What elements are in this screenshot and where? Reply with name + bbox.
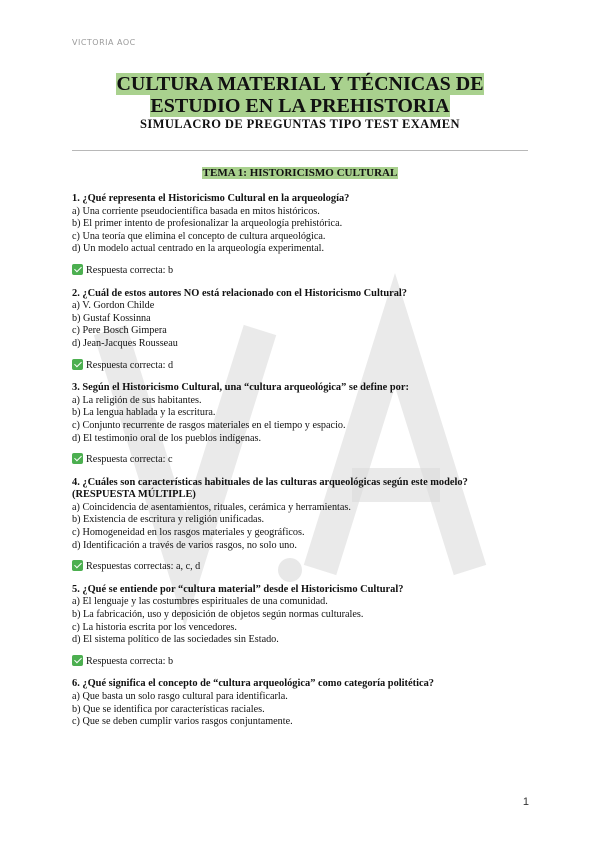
option: d) El testimonio oral de los pueblos indígenas. — [72, 432, 262, 444]
question-title: 5. ¿Qué se entiende por “cultura material” desde el Historicismo Cultural? — [72, 583, 404, 595]
question-title: 4. ¿Cuáles son características habituales de las culturas arqueológicas según este modelo? (RESPUESTA MÚLTIPLE) — [72, 476, 468, 501]
option: d) Jean-Jacques Rousseau — [72, 337, 178, 349]
check-mark-icon — [72, 453, 83, 464]
option: b) El primer intento de profesionalizar la arqueología prehistórica. — [72, 218, 343, 230]
option: d) El sistema político de las sociedades sin Estado. — [72, 634, 279, 646]
question-title: 3. Según el Historicismo Cultural, una “cultura arqueológica” se define por: — [72, 382, 409, 394]
document-subtitle: SIMULACRO DE PREGUNTAS TIPO TEST EXAMEN — [140, 117, 460, 131]
document-title-text: CULTURA MATERIAL Y TÉCNICAS DE ESTUDIO EN LA PREHISTORIA — [116, 73, 484, 117]
question-list — [72, 193, 532, 739]
answer — [72, 560, 532, 574]
option: a) Coincidencia de asentamientos, rituales, cerámica y herramientas. — [72, 501, 351, 513]
check-mark-icon — [72, 560, 83, 571]
answer — [72, 359, 532, 373]
option: b) Gustaf Kossinna — [72, 312, 151, 324]
answer-text: Respuestas correctas: a, c, d — [86, 561, 201, 573]
answer-text: Respuesta correcta: d — [86, 359, 174, 371]
page-number: 1 — [522, 796, 529, 808]
option: a) Una corriente pseudocientífica basada en mitos históricos. — [72, 205, 320, 217]
option: b) Que se identifica por características raciales. — [72, 703, 265, 715]
question-title: 6. ¿Qué significa el concepto de “cultura arqueológica” como categoría politética? — [72, 678, 434, 690]
question-1 — [72, 193, 532, 278]
option: b) La lengua hablada y la escritura. — [72, 407, 216, 419]
option: c) Que se deben cumplir varios rasgos conjuntamente. — [72, 716, 293, 728]
check-mark-icon — [72, 655, 83, 666]
option: d) Un modelo actual centrado en la arqueología experimental. — [72, 243, 325, 255]
option: c) Conjunto recurrente de rasgos materiales en el tiempo y espacio. — [72, 419, 346, 431]
option: a) V. Gordon Childe — [72, 300, 155, 312]
answer-text: Respuesta correcta: b — [86, 655, 174, 667]
watermark-label: VICTORIA AOC — [72, 38, 136, 47]
check-mark-icon — [72, 264, 83, 275]
question-6 — [72, 678, 532, 728]
question-4 — [72, 477, 532, 574]
option: c) Homogeneidad en los rasgos materiales y geográficos. — [72, 527, 305, 539]
question-title: 1. ¿Qué representa el Historicismo Cultural en la arqueología? — [72, 193, 350, 204]
option: c) Pere Bosch Gimpera — [72, 325, 167, 337]
option: a) La religión de sus habitantes. — [72, 394, 202, 406]
answer — [72, 655, 532, 669]
answer — [72, 453, 532, 467]
option: c) Una teoría que elimina el concepto de cultura arqueológica. — [72, 230, 326, 242]
question-title: 2. ¿Cuál de estos autores NO está relacionado con el Historicismo Cultural? — [72, 287, 407, 299]
option: b) La fabricación, uso y deposición de objetos según normas culturales. — [72, 609, 364, 621]
section-title — [72, 167, 528, 179]
question-2 — [72, 288, 532, 373]
section-title-text: TEMA 1: HISTORICISMO CULTURAL — [202, 167, 398, 179]
answer — [72, 264, 532, 278]
divider — [72, 150, 528, 151]
option: a) Que basta un solo rasgo cultural para identificarla. — [72, 691, 288, 702]
document-title — [72, 73, 528, 117]
question-3 — [72, 382, 532, 467]
answer-text: Respuesta correcta: b — [86, 264, 174, 276]
option: c) La historia escrita por los vencedores. — [72, 621, 237, 633]
option: a) El lenguaje y las costumbres espirituales de una comunidad. — [72, 596, 328, 608]
check-mark-icon — [72, 359, 83, 370]
answer-text: Respuesta correcta: c — [86, 454, 173, 466]
option: b) Existencia de escritura y religión unificadas. — [72, 514, 265, 526]
question-5 — [72, 584, 532, 669]
option: d) Identificación a través de varios rasgos, no solo uno. — [72, 539, 297, 551]
